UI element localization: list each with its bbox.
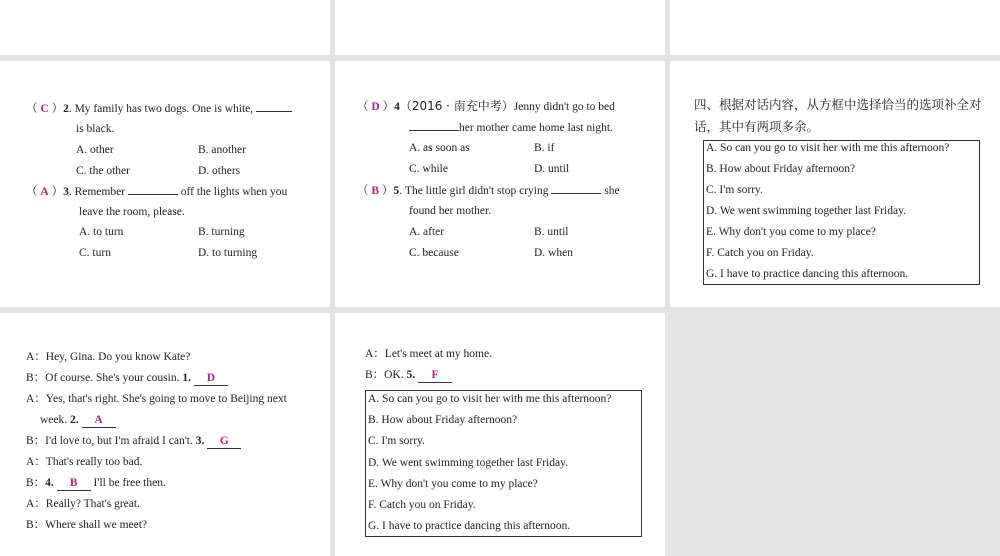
answer-3: G bbox=[207, 435, 241, 449]
option-a: A. as soon as bbox=[409, 142, 470, 154]
question-3: （ A ）3. Remember off the lights when you bbox=[26, 186, 288, 198]
question-number: 2 bbox=[63, 103, 69, 115]
answer-q5: B bbox=[371, 185, 380, 197]
box-option-d: D. We went swimming together last Friday. bbox=[368, 457, 568, 469]
box-option-b: B. How about Friday afternoon? bbox=[368, 414, 518, 426]
panel-questions-4-5 bbox=[335, 61, 665, 307]
question-3-line2: leave the room, please. bbox=[79, 206, 185, 218]
option-d: D. to turning bbox=[198, 247, 258, 259]
section-heading: 四、根据对话内容，从方框中选择恰当的选项补全对 bbox=[694, 97, 982, 112]
dialog-line bbox=[26, 371, 228, 386]
option-d: D. until bbox=[534, 163, 570, 175]
question-text: . My family has two dogs. One is white, bbox=[68, 103, 254, 115]
panel-top-left bbox=[0, 0, 330, 55]
answer-2: A bbox=[82, 414, 116, 428]
option-a: A. after bbox=[409, 226, 445, 238]
options-box bbox=[365, 390, 642, 537]
question-number: 3 bbox=[63, 186, 69, 198]
panel-section-4 bbox=[670, 61, 1000, 307]
dialog-text: week. bbox=[40, 414, 68, 426]
box-option-d: D. We went swimming together last Friday. bbox=[706, 205, 906, 217]
box-option-a: A. So can you go to visit her with me this afternoon? bbox=[368, 393, 612, 405]
dialog-line: A：Let's meet at my home. bbox=[365, 348, 492, 360]
box-option-b: B. How about Friday afternoon? bbox=[706, 163, 856, 175]
blank-number: 5. bbox=[406, 369, 416, 381]
option-a: A. other bbox=[76, 144, 114, 156]
answer-q2: C bbox=[40, 103, 49, 115]
dialog-line bbox=[26, 434, 241, 449]
question-text: . The little girl didn't stop crying bbox=[399, 185, 549, 197]
box-option-a: A. So can you go to visit her with me this afternoon? bbox=[706, 142, 950, 154]
blank-number: 4. bbox=[45, 477, 54, 489]
answer-blank bbox=[409, 120, 459, 131]
panel-questions-2-3 bbox=[0, 61, 330, 307]
option-b: B. if bbox=[534, 142, 555, 154]
box-option-f: F. Catch you on Friday. bbox=[706, 247, 814, 259]
question-source: （2016 · 南充中考） bbox=[399, 99, 514, 113]
question-2-line2: is black. bbox=[76, 123, 115, 135]
question-text-cont: she bbox=[604, 185, 620, 197]
box-option-e: E. Why don't you come to my place? bbox=[368, 478, 538, 490]
question-text: . Remember bbox=[68, 186, 126, 198]
answer-q3: A bbox=[40, 186, 49, 198]
question-5: （ B ）5. The little girl didn't stop crying she bbox=[357, 185, 620, 197]
question-text: Jenny didn't go to bed bbox=[513, 101, 615, 113]
dialog-line: B：Where shall we meet? bbox=[26, 519, 148, 531]
answer-q4: D bbox=[371, 101, 380, 113]
question-4: （ D ）4（2016 · 南充中考）Jenny didn't go to bed bbox=[357, 99, 615, 113]
dialog-text: B：I'd love to, but I'm afraid I can't. bbox=[26, 435, 193, 447]
answer-4: B bbox=[57, 477, 91, 491]
dialog-text: I'll be free then. bbox=[93, 477, 166, 489]
option-b: B. turning bbox=[198, 226, 245, 238]
dialog-line: A：Yes, that's right. She's going to move to Beijing next bbox=[26, 393, 287, 405]
box-option-c: C. I'm sorry. bbox=[368, 435, 425, 447]
dialog-line: A：Hey, Gina. Do you know Kate? bbox=[26, 351, 191, 363]
option-c: C. the other bbox=[76, 165, 130, 177]
answer-blank bbox=[256, 101, 292, 112]
box-option-f: F. Catch you on Friday. bbox=[368, 499, 476, 511]
option-b: B. until bbox=[534, 226, 569, 238]
section-heading-line2: 话，其中有两项多余。 bbox=[694, 119, 820, 134]
question-number: 5 bbox=[393, 185, 400, 197]
question-text-cont: off the lights when you bbox=[180, 186, 288, 198]
box-option-g: G. I have to practice dancing this afternoon. bbox=[706, 268, 909, 280]
answer-1: D bbox=[194, 372, 228, 386]
dialog-line bbox=[40, 413, 116, 428]
blank-number: 2. bbox=[70, 414, 79, 426]
option-b: B. another bbox=[198, 144, 246, 156]
option-c: C. turn bbox=[79, 247, 111, 259]
dialog-line bbox=[26, 476, 166, 491]
box-option-g: G. I have to practice dancing this afternoon. bbox=[368, 520, 571, 532]
answer-blank bbox=[128, 184, 178, 195]
answer-blank bbox=[551, 183, 601, 194]
panel-dialogue bbox=[0, 313, 330, 556]
option-d: D. others bbox=[198, 165, 241, 177]
dialog-line bbox=[365, 368, 452, 383]
dialog-text: B：Of course. She's your cousin. bbox=[26, 372, 180, 384]
dialog-line: A：Really? That's great. bbox=[26, 498, 140, 510]
panel-top-middle bbox=[335, 0, 665, 55]
option-c: C. while bbox=[409, 163, 448, 175]
option-a: A. to turn bbox=[79, 226, 124, 238]
option-d: D. when bbox=[534, 247, 573, 259]
options-box bbox=[703, 140, 980, 285]
question-2: （ C ）2. My family has two dogs. One is white, bbox=[26, 101, 292, 116]
dialog-line: A：That's really too bad. bbox=[26, 456, 143, 468]
blank-number: 1. bbox=[182, 372, 191, 384]
box-option-e: E. Why don't you come to my place? bbox=[706, 226, 876, 238]
box-option-c: C. I'm sorry. bbox=[706, 184, 763, 196]
panel-top-right bbox=[670, 0, 1000, 55]
question-text-cont: her mother came home last night. bbox=[459, 122, 613, 134]
option-c: C. because bbox=[409, 247, 459, 259]
question-4-line2 bbox=[409, 120, 613, 135]
panel-dialogue-cont bbox=[335, 313, 665, 556]
dialog-text: B： bbox=[26, 477, 46, 489]
answer-5: F bbox=[418, 369, 452, 383]
dialog-text: B：OK. bbox=[365, 369, 404, 381]
question-number: 4 bbox=[394, 101, 400, 113]
blank-number: 3. bbox=[195, 435, 205, 447]
question-5-line2: found her mother. bbox=[409, 205, 492, 217]
